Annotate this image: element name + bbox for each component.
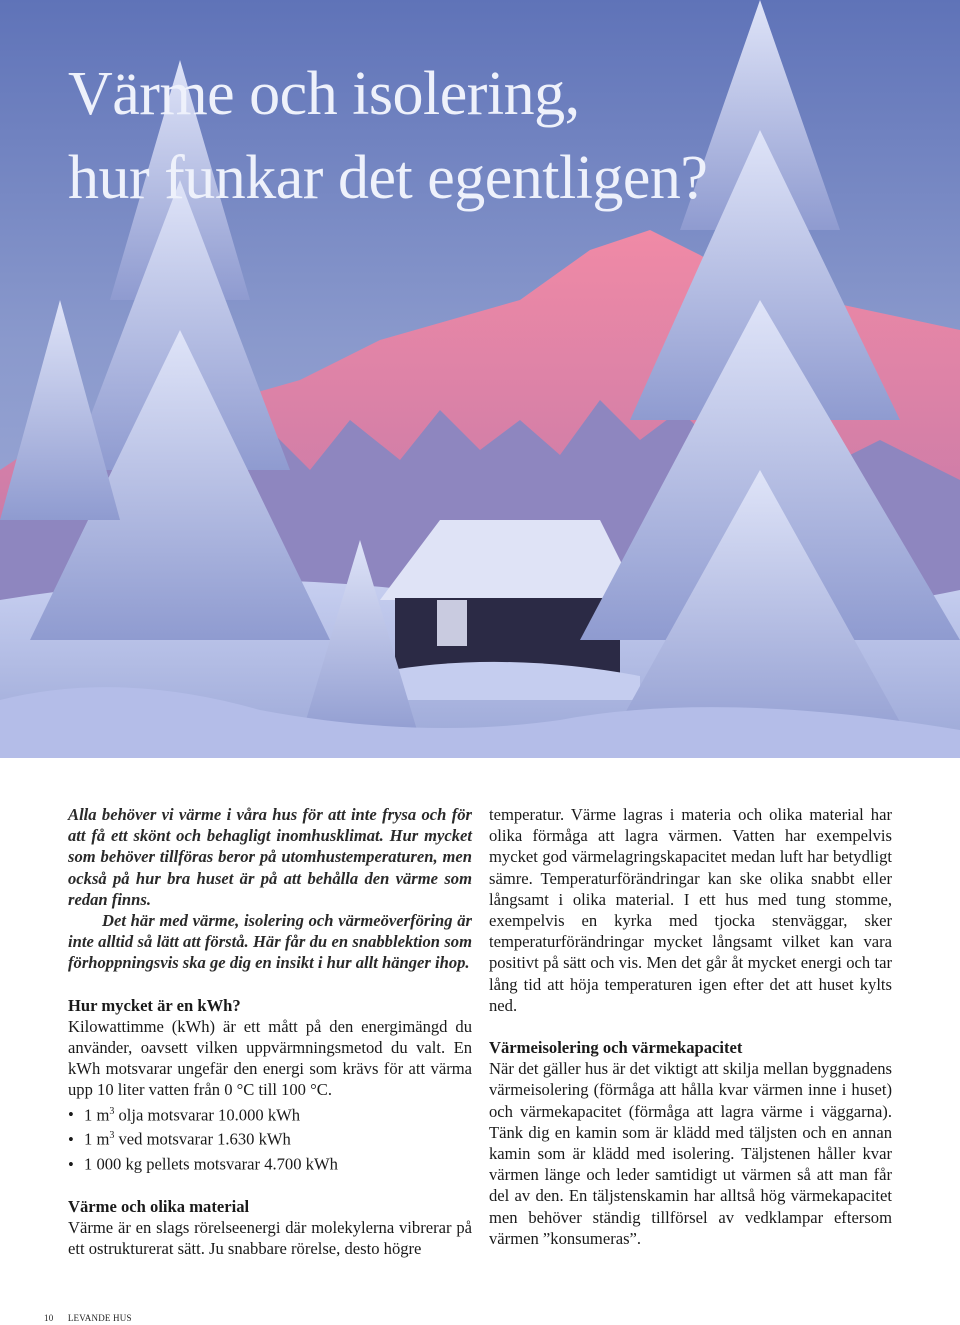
list-item: • 1 $m^3$ ved motsvarar 1.630 kWh	[68, 1125, 472, 1150]
left-column	[68, 804, 472, 1259]
material-body-right: temperatur. Värme lagras i materia och olika material har olika förmåga att lagra värmen. Vatten har exempelvis mycket god värmelagringskapacitet medan luft har betydligt sämre. Temperaturförändringar kan ske olika snabbt eller långsamt i olika material. I ett hus med tung stomme, exempelvis en kyrka med tjocka stenväggar, sker temperaturförändringar mycket långsamt vilket kan vara positivt på sätt och vis. Men det går åt mycket energi och tar lång tid att höja temperaturen igen efter det att huset kylts ned.	[489, 805, 892, 1015]
intro-paragraph-1: Alla behöver vi värme i våra hus för att inte frysa och för att få ett skönt och behagligt inomhusklimat. Hur mycket som behöver tillföras beror på utomhustemperaturen, men också på hur bra huset är på att behålla den värme som redan finns.	[68, 805, 472, 909]
page-footer	[44, 1313, 132, 1323]
publication-name: LEVANDE HUS	[67, 1313, 132, 1323]
page-title	[68, 52, 707, 220]
intro-paragraph-2: Det här med värme, isolering och värmeöverföring är inte alltid så lätt att förstå. Här får du en snabblektion som förhoppningsvis ska ge dig en insikt i hur allt hänger ihop.	[68, 911, 472, 973]
title-line-2: hur funkar det egentligen?	[68, 144, 708, 212]
list-item: • 1 000 kg pellets motsvarar 4.700 kWh	[68, 1150, 472, 1175]
material-body-left: Värme är en slags rörelseenergi där molekylerna vibrerar på ett ostrukturerat sätt. Ju snabbare rörelse, desto högre	[68, 1218, 472, 1259]
kwh-body: Kilowattimme (kWh) är ett mått på den energimängd du använder, oavsett vilken uppvärmningsmetod du valt. En kWh motsvarar ungefär den energi som krävs för att värma upp 10 liter vatten från 0 °C till 100 °C.	[68, 1016, 472, 1100]
heading-kwh: Hur mycket är en kWh?	[68, 995, 241, 1015]
isolering-body: När det gäller hus är det viktigt att skilja mellan byggnadens värmeisolering (förmåga att hålla kvar värmen inne i huset) och värmekapacitet (förmåga att lagra värme i väggarna). Tänk dig en kamin som är klädd med täljsten och en annan kamin som är klädd med isolering. Täljstenen håller kvar värmen länge och leder samtidigt ut värmen så att man får del av den. En täljstenskamin har alltså hög värmekapacitet men behöver ständig tillförsel av vedklampar eftersom värmen ”konsumeras”.	[489, 1059, 892, 1248]
list-item: • 1 $m^3$ olja motsvarar 10.000 kWh	[68, 1101, 472, 1126]
page-number: 10	[44, 1313, 54, 1323]
title-line-1: Värme och isolering,	[68, 60, 580, 128]
kwh-list	[68, 1101, 472, 1175]
heading-material: Värme och olika material	[68, 1196, 250, 1216]
heading-isolering: Värmeisolering och värmekapacitet	[489, 1038, 743, 1058]
right-column	[489, 804, 892, 1249]
